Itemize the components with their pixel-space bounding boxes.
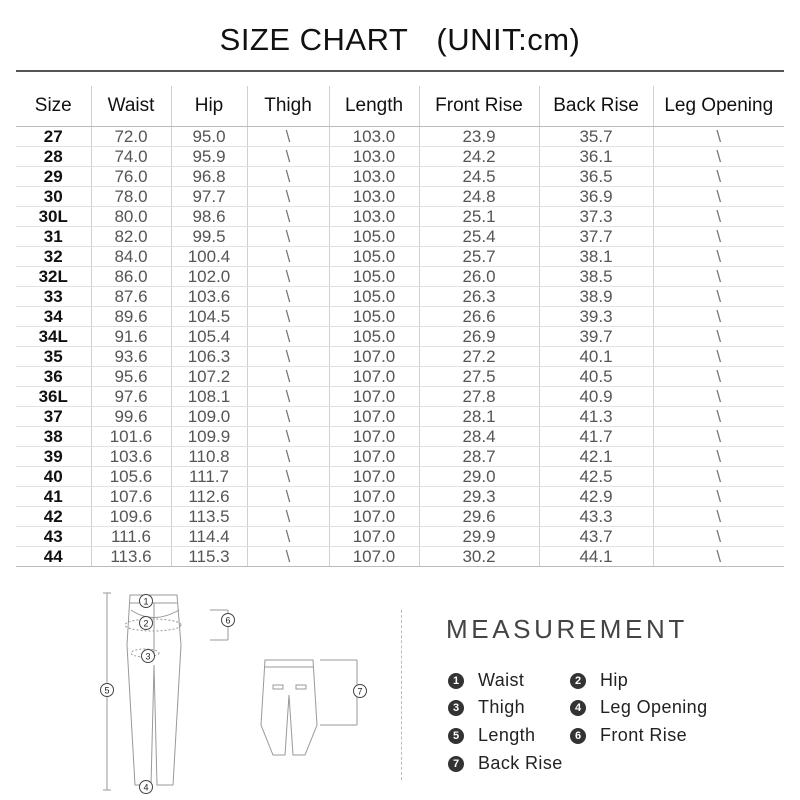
column-header: Size [16,86,91,127]
legend-label: Front Rise [600,725,688,745]
table-cell: 107.0 [329,487,419,507]
table-cell: \ [247,387,329,407]
table-cell: 107.0 [329,407,419,427]
table-cell: 26.9 [419,327,539,347]
legend-number: 1 [448,673,464,689]
table-cell: 43.7 [539,527,653,547]
legend-label: Hip [600,670,629,690]
table-cell: 105.0 [329,247,419,267]
table-row [16,527,784,547]
table-cell: \ [653,347,784,367]
table-cell: 40.9 [539,387,653,407]
table-cell: \ [653,127,784,147]
table-cell: 112.6 [171,487,247,507]
table-cell: 36.1 [539,147,653,167]
table-row [16,547,784,567]
table-cell: 114.4 [171,527,247,547]
diagram-marker [354,685,367,698]
table-cell: 38.5 [539,267,653,287]
table-cell: 42.5 [539,467,653,487]
legend-number: 3 [448,700,464,716]
table-cell: \ [653,367,784,387]
legend-item [448,725,535,746]
table-cell: 98.6 [171,207,247,227]
table-cell: 44.1 [539,547,653,567]
table-cell: 103.0 [329,187,419,207]
table-cell: 105.0 [329,307,419,327]
diagram-marker [140,617,153,630]
table-cell: 37.7 [539,227,653,247]
legend-label: Thigh [478,697,526,717]
table-row [16,127,784,147]
table-cell: \ [247,207,329,227]
table-row [16,147,784,167]
table-cell: \ [247,127,329,147]
table-cell: 103.6 [171,287,247,307]
table-cell: 35.7 [539,127,653,147]
size-cell: 33 [16,287,91,307]
legend-item [448,670,524,691]
table-cell: 108.1 [171,387,247,407]
title-divider [16,70,784,72]
table-cell: 111.7 [171,467,247,487]
table-cell: \ [247,267,329,287]
table-cell: 107.0 [329,427,419,447]
size-cell: 27 [16,127,91,147]
table-cell: 29.9 [419,527,539,547]
title-text: SIZE CHART [219,22,409,57]
diagram-marker [140,781,153,794]
diagram-marker-number: 4 [143,782,149,793]
table-cell: 43.3 [539,507,653,527]
table-row [16,447,784,467]
size-cell: 28 [16,147,91,167]
table-cell: 109.9 [171,427,247,447]
table-cell: \ [653,407,784,427]
table-row [16,427,784,447]
table-cell: 105.0 [329,267,419,287]
table-cell: 24.5 [419,167,539,187]
table-cell: \ [247,327,329,347]
table-cell: 102.0 [171,267,247,287]
table-row [16,267,784,287]
table-cell: 107.6 [91,487,171,507]
table-cell: \ [247,347,329,367]
legend-item [448,753,563,774]
table-row [16,387,784,407]
size-cell: 34L [16,327,91,347]
table-cell: 99.6 [91,407,171,427]
table-cell: 105.4 [171,327,247,347]
table-cell: \ [653,287,784,307]
table-cell: 37.3 [539,207,653,227]
table-cell: 105.0 [329,227,419,247]
measurement-title: MEASUREMENT [446,614,688,644]
table-cell: \ [247,547,329,567]
table-cell: \ [247,427,329,447]
table-cell: 97.7 [171,187,247,207]
column-header: Leg Opening [653,86,784,127]
table-cell: 41.7 [539,427,653,447]
table-row [16,227,784,247]
table-cell: 91.6 [91,327,171,347]
table-cell: 97.6 [91,387,171,407]
table-cell: 24.2 [419,147,539,167]
table-cell: 113.6 [91,547,171,567]
table-cell: \ [653,147,784,167]
table-cell: \ [247,487,329,507]
table-cell: \ [653,227,784,247]
table-cell: \ [247,407,329,427]
size-cell: 36L [16,387,91,407]
table-cell: 115.3 [171,547,247,567]
table-cell: 82.0 [91,227,171,247]
table-body [16,127,784,567]
table-cell: 105.6 [91,467,171,487]
table-cell: 30.2 [419,547,539,567]
table-row [16,307,784,327]
diagram-marker-number: 7 [357,686,363,697]
table-cell: 95.9 [171,147,247,167]
table-cell: \ [247,367,329,387]
table-cell: 23.9 [419,127,539,147]
table-cell: 25.7 [419,247,539,267]
size-cell: 32 [16,247,91,267]
column-header: Waist [91,86,171,127]
diagram-markers [101,595,367,794]
table-cell: 93.6 [91,347,171,367]
table-cell: 27.5 [419,367,539,387]
diagram-marker-number: 6 [225,615,231,626]
pants-back-outline [261,660,317,755]
size-cell: 41 [16,487,91,507]
diagram-marker [142,650,155,663]
table-cell: 106.3 [171,347,247,367]
table-cell: 107.2 [171,367,247,387]
table-cell: \ [653,507,784,527]
table-cell: 103.6 [91,447,171,467]
diagram-marker-number: 3 [145,651,151,662]
size-cell: 30L [16,207,91,227]
table-row [16,407,784,427]
size-cell: 39 [16,447,91,467]
table-cell: 107.0 [329,387,419,407]
size-cell: 36 [16,367,91,387]
table-row [16,207,784,227]
diagram-marker-number: 1 [143,596,149,607]
table-cell: 107.0 [329,467,419,487]
diagram-marker-number: 5 [104,685,110,696]
table-cell: 40.1 [539,347,653,367]
table-cell: \ [653,167,784,187]
table-row [16,507,784,527]
size-table [16,86,784,567]
legend-item [570,697,708,718]
table-cell: 38.9 [539,287,653,307]
table-cell: 26.6 [419,307,539,327]
table-row [16,247,784,267]
table-cell: \ [653,387,784,407]
table-cell: 96.8 [171,167,247,187]
table-cell: 78.0 [91,187,171,207]
page-title [0,22,800,58]
size-cell: 29 [16,167,91,187]
table-cell: \ [653,187,784,207]
table-cell: \ [247,167,329,187]
table-cell: 29.6 [419,507,539,527]
table-cell: \ [653,467,784,487]
table-cell: 100.4 [171,247,247,267]
table-cell: \ [653,487,784,507]
table-cell: \ [247,307,329,327]
size-cell: 43 [16,527,91,547]
table-row [16,287,784,307]
table-cell: 26.0 [419,267,539,287]
table-cell: 86.0 [91,267,171,287]
diagram-marker [101,684,114,697]
table-cell: \ [247,187,329,207]
unit-text: (UNIT:cm) [436,22,581,57]
table-cell: 28.4 [419,427,539,447]
pants-diagram [95,585,395,800]
table-cell: 103.0 [329,127,419,147]
size-cell: 40 [16,467,91,487]
table-cell: \ [653,427,784,447]
column-header: Front Rise [419,86,539,127]
table-cell: 25.1 [419,207,539,227]
table-cell: 29.0 [419,467,539,487]
legend-number: 2 [570,673,586,689]
table-cell: 103.0 [329,147,419,167]
table-cell: 80.0 [91,207,171,227]
table-cell: \ [653,327,784,347]
table-cell: 39.7 [539,327,653,347]
table-row [16,467,784,487]
table-bottom-rule [16,566,784,567]
table-row [16,187,784,207]
table-cell: 107.0 [329,507,419,527]
diagram-marker [222,614,235,627]
table-row [16,487,784,507]
table-cell: \ [653,307,784,327]
table-cell: \ [653,247,784,267]
size-cell: 34 [16,307,91,327]
table-cell: 36.5 [539,167,653,187]
table-cell: 26.3 [419,287,539,307]
table-cell: \ [247,467,329,487]
table-header-row [16,86,784,127]
table-cell: 74.0 [91,147,171,167]
table-cell: \ [653,267,784,287]
table-cell: \ [653,547,784,567]
table-cell: 38.1 [539,247,653,267]
table-cell: 99.5 [171,227,247,247]
table-cell: \ [247,227,329,247]
table-cell: 101.6 [91,427,171,447]
size-cell: 37 [16,407,91,427]
table-cell: 105.0 [329,327,419,347]
legend-number: 5 [448,728,464,744]
table-cell: 28.7 [419,447,539,467]
table-cell: 107.0 [329,447,419,467]
table-cell: 105.0 [329,287,419,307]
size-cell: 30 [16,187,91,207]
table-cell: 110.8 [171,447,247,467]
column-header: Back Rise [539,86,653,127]
table-cell: 107.0 [329,367,419,387]
column-header: Hip [171,86,247,127]
table-cell: 39.3 [539,307,653,327]
column-header: Thigh [247,86,329,127]
table-cell: 109.6 [91,507,171,527]
table-cell: 109.0 [171,407,247,427]
table-cell: 40.5 [539,367,653,387]
legend-number: 6 [570,728,586,744]
size-cell: 32L [16,267,91,287]
legend-label: Back Rise [478,753,563,773]
table-cell: \ [247,447,329,467]
table-cell: 27.8 [419,387,539,407]
table-cell: \ [247,247,329,267]
table-cell: 111.6 [91,527,171,547]
table-cell: 72.0 [91,127,171,147]
table-row [16,167,784,187]
legend-item [448,697,525,718]
table-cell: 107.0 [329,547,419,567]
table-cell: \ [247,527,329,547]
legend-item [570,725,687,746]
table-cell: 113.5 [171,507,247,527]
table-cell: 76.0 [91,167,171,187]
table-cell: 27.2 [419,347,539,367]
table-cell: 107.0 [329,347,419,367]
table-cell: 36.9 [539,187,653,207]
table-row [16,347,784,367]
table-cell: 41.3 [539,407,653,427]
table-cell: 95.6 [91,367,171,387]
table-cell: 25.4 [419,227,539,247]
legend-label: Length [478,725,536,745]
legend-item [570,670,628,691]
table-cell: 103.0 [329,207,419,227]
table-cell: 104.5 [171,307,247,327]
table-cell: 107.0 [329,527,419,547]
diagram-marker [140,595,153,608]
table-cell: 42.1 [539,447,653,467]
table-cell: 84.0 [91,247,171,267]
table-cell: 28.1 [419,407,539,427]
legend-number: 7 [448,756,464,772]
table-cell: \ [653,447,784,467]
size-cell: 44 [16,547,91,567]
table-row [16,327,784,347]
diagram-marker-number: 2 [143,618,149,629]
size-cell: 42 [16,507,91,527]
table-cell: 89.6 [91,307,171,327]
table-cell: \ [653,207,784,227]
section-divider [401,610,402,780]
table-cell: 87.6 [91,287,171,307]
table-cell: \ [247,287,329,307]
table-row [16,367,784,387]
column-header: Length [329,86,419,127]
table-cell: 103.0 [329,167,419,187]
table-cell: 24.8 [419,187,539,207]
table-cell: 42.9 [539,487,653,507]
table-cell: 95.0 [171,127,247,147]
size-cell: 31 [16,227,91,247]
table-cell: 29.3 [419,487,539,507]
size-cell: 35 [16,347,91,367]
table-cell: \ [653,527,784,547]
table-cell: \ [247,507,329,527]
legend-number: 4 [570,700,586,716]
legend-label: Leg Opening [600,697,708,717]
table-cell: \ [247,147,329,167]
size-cell: 38 [16,427,91,447]
legend-label: Waist [478,670,525,690]
